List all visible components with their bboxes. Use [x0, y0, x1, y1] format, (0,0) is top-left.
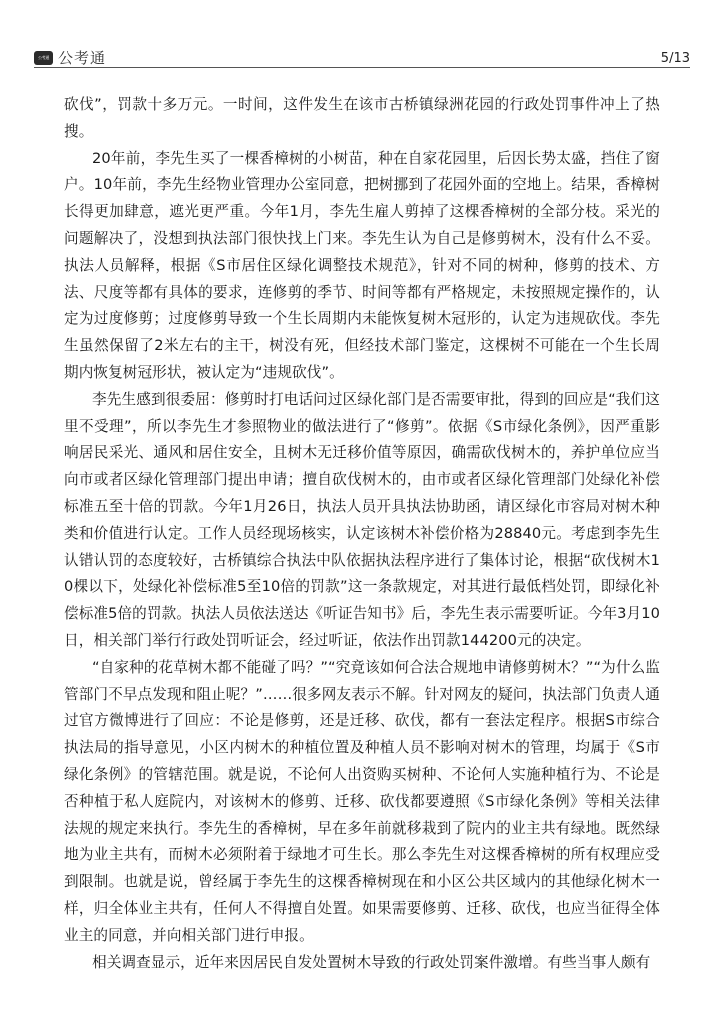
header-divider — [34, 67, 690, 68]
paragraph-2: 20年前，李先生买了一棵香樟树的小树苗，种在自家花园里，后因长势太盛，挡住了窗户。10年前，李先生经物业管理办公室同意，把树挪到了花园外面的空地上。结果，香樟树长得更加肆意，遮光更严重。今年1月，李先生雇人剪掉了这棵香樟树的全部分枝。采光的问题解决了，没想到执法部门很快找上门来。李先生认为自己是修剪树木，没有什么不妥。执法人员解释，根据《S市居住区绿化调整技术规范》，针对不同的树种，修剪的技术、方法、尺度等都有具体的要求，连修剪的季节、时间等都有严格规定，未按照规定操作的，认定为过度修剪；过度修剪导致一个生长周期内未能恢复树木冠形的，认定为违规砍伐。李先生虽然保留了2米左右的主干，树没有死，但经技术部门鉴定，这棵树不可能在一个生长周期内恢复树冠形状，被认定为“违规砍伐”。 — [64, 149, 660, 381]
paragraph-5: 相关调查显示，近年来因居民自发处置树木导致的行政处罚案件激增。有些当事人颇有 — [92, 953, 651, 971]
page-header — [0, 0, 724, 66]
page-number: 5/13 — [660, 51, 690, 66]
logo-text: 公考通 — [58, 49, 107, 67]
logo-badge-icon: 公考通 — [34, 51, 53, 65]
document-body — [64, 92, 660, 976]
logo — [34, 47, 106, 68]
paragraph-3: 李先生感到很委屈：修剪时打电话问过区绿化部门是否需要审批，得到的回应是“我们这里不受理”，所以李先生才参照物业的做法进行了“修剪”。依据《S市绿化条例》，因严重影响居民采光、通风和居住安全，且树木无迁移价值等原因，确需砍伐树木的，养护单位应当向市或者区绿化管理部门提出申请；擅自砍伐树木的，由市或者区绿化管理部门处绿化补偿标准五至十倍的罚款。今年1月26日，执法人员开具执法协助函，请区绿化市容局对树木种类和价值进行认定。工作人员经现场核实，认定该树木补偿价格为28840元。考虑到李先生认错认罚的态度较好，古桥镇综合执法中队依据执法程序进行了集体讨论，根据“砍伐树木10棵以下，处绿化补偿标准5至10倍的罚款”这一条款规定，对其进行最低档处罚，即绿化补偿标准5倍的罚款。执法人员依法送达《听证告知书》后，李先生表示需要听证。今年3月10日，相关部门举行行政处罚听证会，经过听证，依法作出罚款144200元的决定。 — [64, 390, 660, 649]
paragraph-4: “自家种的花草树木都不能碰了吗？”“究竟该如何合法合规地申请修剪树木？”“为什么监管部门不早点发现和阻止呢？”……很多网友表示不解。针对网友的疑问，执法部门负责人通过官方微博进行了回应：不论是修剪，还是迁移、砍伐，都有一套法定程序。根据S市综合执法局的指导意见，小区内树木的种植位置及种植人员不影响对树木的管理，均属于《S市绿化条例》的管辖范围。就是说，不论何人出资购买树种、不论何人实施种植行为、不论是否种植于私人庭院内，对该树木的修剪、迁移、砍伐都要遵照《S市绿化条例》等相关法律法规的规定来执行。李先生的香樟树，早在多年前就移栽到了院内的业主共有绿地。既然绿地为业主共有，而树木必须附着于绿地才可生长。那么李先生对这棵香樟树的所有权理应受到限制。也就是说，曾经属于李先生的这棵香樟树现在和小区公共区域内的其他绿化树木一样，归全体业主共有，任何人不得擅自处置。如果需要修剪、迁移、砍伐，也应当征得全体业主的同意，并向相关部门进行申报。 — [64, 658, 660, 944]
paragraph-1: 砍伐”，罚款十多万元。一时间，这件发生在该市古桥镇绿洲花园的行政处罚事件冲上了热搜。 — [64, 96, 660, 140]
